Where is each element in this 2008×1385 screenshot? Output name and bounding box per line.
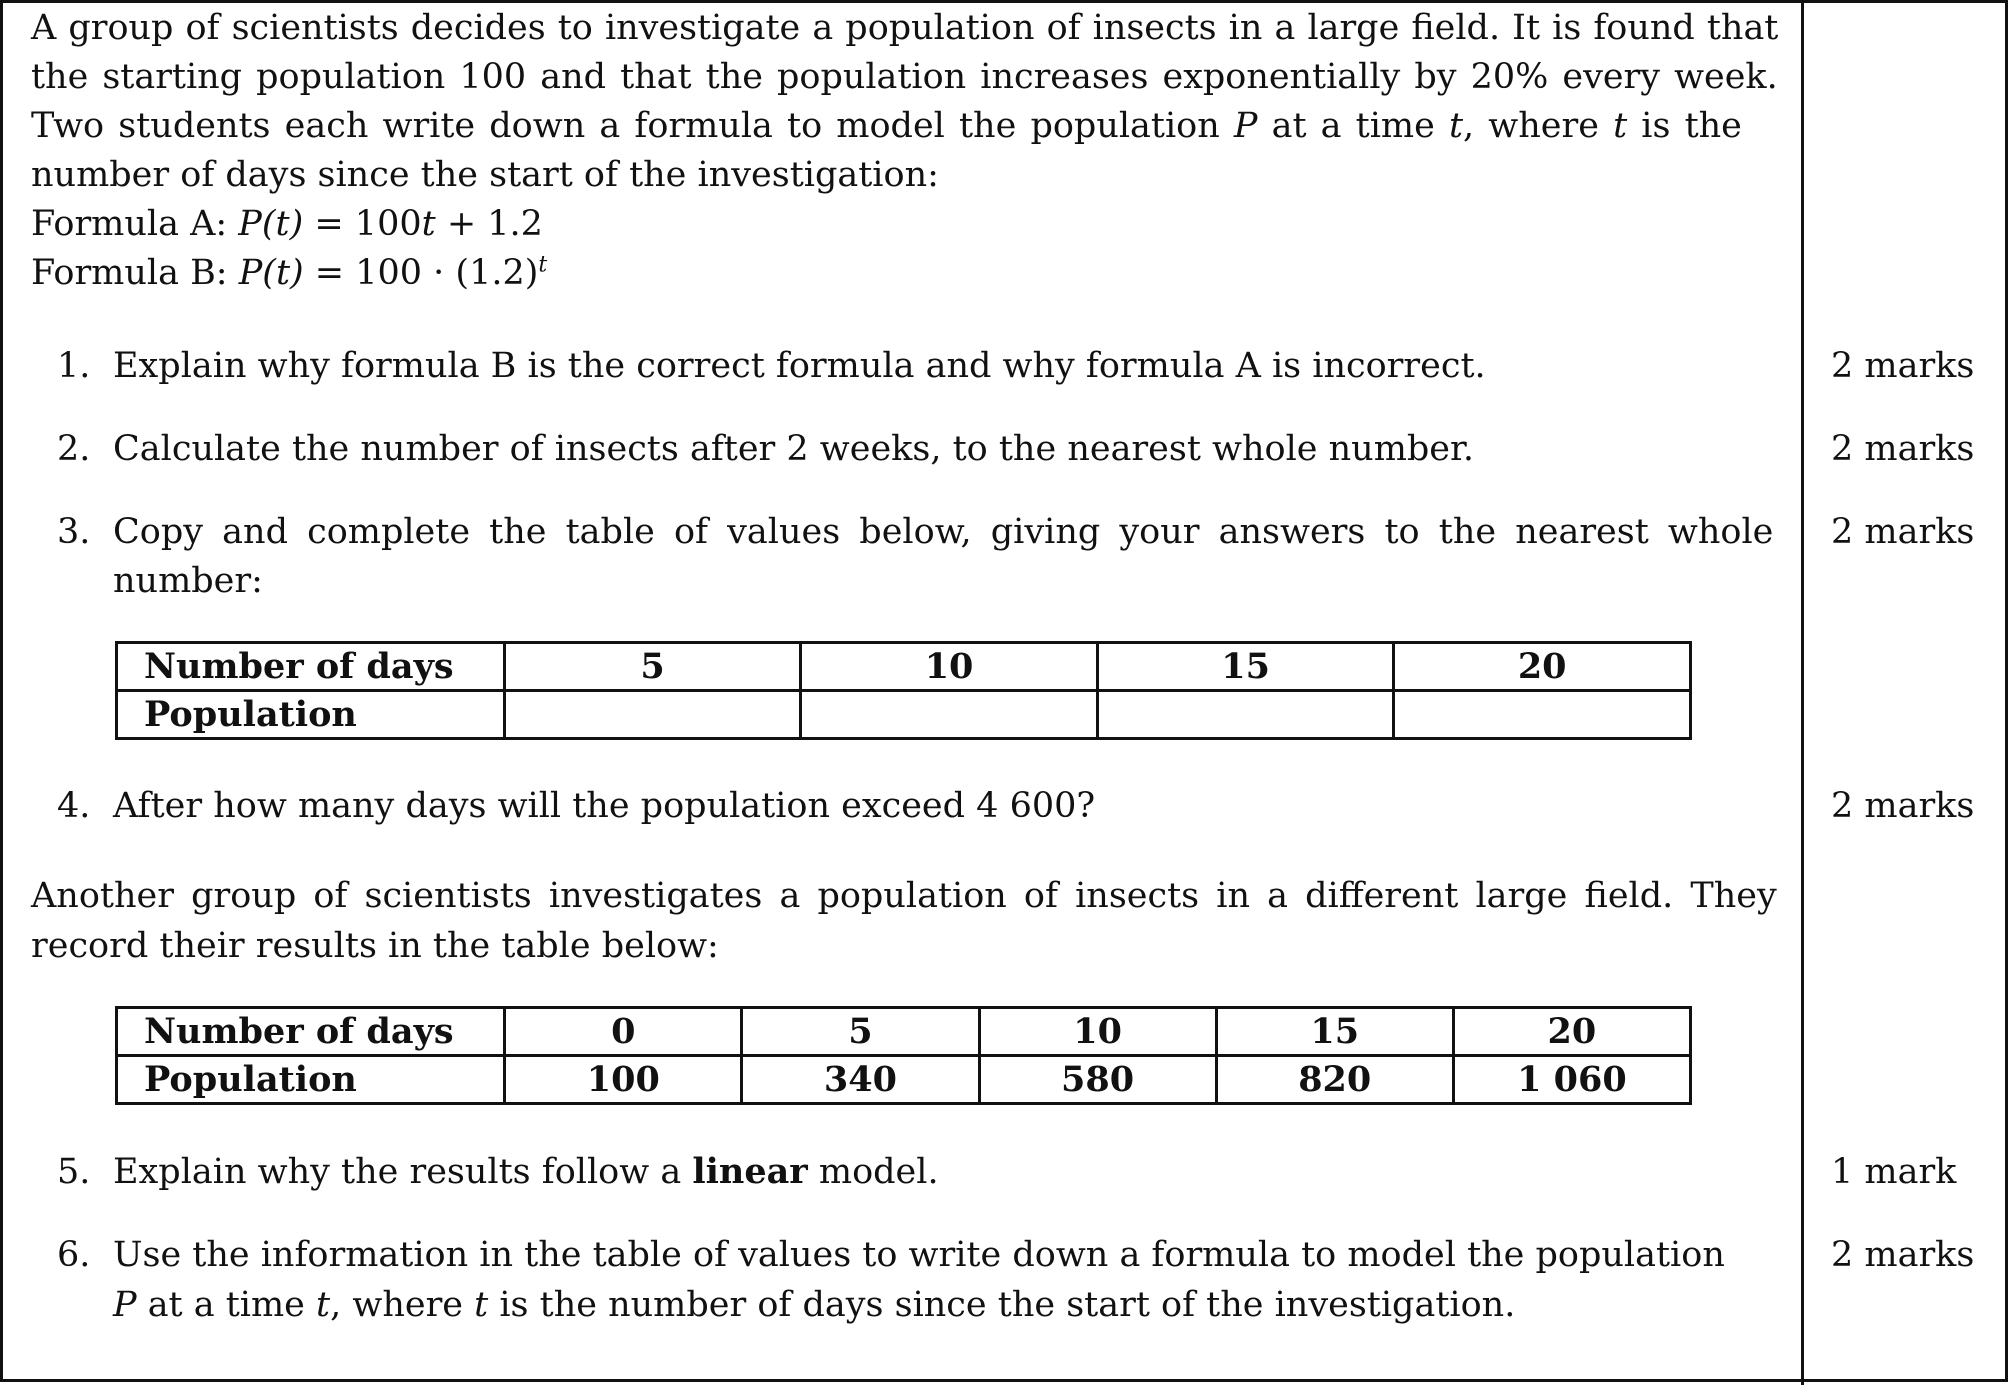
formula-a-lhs: P(t) [238,204,304,244]
question-3-number: 3. [57,512,91,552]
variable-t: t [1448,106,1464,146]
intro-line-3 [31,101,1742,151]
table-cell-days: 5 [742,1008,979,1056]
paragraph-2-line-1: Another group of scientists investigates a population of insects in a different large field. They [31,876,1777,916]
intro-line-3-part: at a time [1257,106,1449,146]
table-cell-population-blank [1394,691,1691,739]
question-2-number: 2. [57,429,91,469]
question-3-marks: 2 marks [1831,512,1975,552]
variable-t: t [1613,106,1628,146]
question-4-marks: 2 marks [1831,786,1975,826]
table-cell-days: 10 [979,1008,1216,1056]
table-cell-days: 5 [504,643,801,691]
question-6-text-line-1: Use the information in the table of values to write down a formula to model the population [113,1235,1725,1275]
question-3-text-line-1: Copy and complete the table of values below, giving your answers to the nearest whole [113,512,1774,552]
question-4-text: After how many days will the population exceed 4 600? [113,786,1096,826]
paragraph-2-line-2: record their results in the table below: [31,926,719,966]
table-cell-days: 15 [1216,1008,1453,1056]
question-2-marks: 2 marks [1831,429,1975,469]
intro-line-4: number of days since the start of the investigation: [31,155,939,195]
intro-line-1: A group of scientists decides to investigate a population of insects in a large field. It is found that [31,8,1779,48]
intro-line-3-part: is the [1627,106,1742,146]
question-1-text: Explain why formula B is the correct formula and why formula A is incorrect. [113,346,1486,386]
table-cell-population-blank [1097,691,1394,739]
formula-a-rhs: = 100 [303,204,422,244]
table-header-population: Population [117,1056,505,1104]
table-cell-population-blank [504,691,801,739]
table-row [117,643,1691,691]
formula-a [31,199,543,249]
marks-column-divider [1801,3,1804,1385]
formula-b-exponent: t [538,252,548,278]
table-cell-days: 0 [505,1008,742,1056]
question-6-text-part: at a time [136,1285,317,1325]
formula-a-label: Formula A: [31,204,239,244]
question-6-number: 6. [57,1235,91,1275]
question-5-text-part: model. [807,1152,939,1192]
formula-b [31,248,547,298]
variable-p: P [1233,106,1258,146]
table-row [117,691,1691,739]
table-row [117,1008,1691,1056]
question-5-number: 5. [57,1152,91,1192]
question-2-text: Calculate the number of insects after 2 weeks, to the nearest whole number. [113,429,1475,469]
table-cell-population: 100 [505,1056,742,1104]
table-cell-days: 20 [1453,1008,1690,1056]
question-5-text [113,1147,939,1197]
table-of-values-blank [115,641,1692,740]
formula-b-label: Formula B: [31,253,239,293]
table-header-population: Population [117,691,505,739]
table-header-days: Number of days [117,1008,505,1056]
question-6-text-line-2 [113,1280,1515,1330]
intro-line-3-part: Two students each write down a formula to model the population [31,106,1234,146]
formula-b-lhs: P(t) [238,253,304,293]
variable-p: P [113,1285,137,1325]
table-cell-days: 15 [1097,643,1394,691]
table-cell-days: 20 [1394,643,1691,691]
table-cell-population-blank [801,691,1098,739]
variable-t: t [316,1285,331,1325]
table-cell-population: 580 [979,1056,1216,1104]
table-cell-population: 340 [742,1056,979,1104]
question-6-text-part: , where [330,1285,475,1325]
variable-t: t [474,1285,489,1325]
intro-line-3-part: , where [1463,106,1614,146]
table-cell-days: 10 [801,643,1098,691]
emphasis-linear: linear [692,1151,808,1192]
variable-t: t [421,204,436,244]
question-5-marks: 1 mark [1831,1152,1957,1192]
question-6-marks: 2 marks [1831,1235,1975,1275]
intro-line-2: the starting population 100 and that the population increases exponentially by 20% every week. [31,57,1778,97]
question-1-marks: 2 marks [1831,346,1975,386]
question-1-number: 1. [57,346,91,386]
table-cell-population: 1 060 [1453,1056,1690,1104]
table-cell-population: 820 [1216,1056,1453,1104]
formula-b-rhs: = 100 · (1.2) [303,253,539,293]
question-5-text-part: Explain why the results follow a [113,1152,693,1192]
question-3-text-line-2: number: [113,561,263,601]
recorded-results-table [115,1006,1692,1105]
question-4-number: 4. [57,786,91,826]
formula-a-rhs: + 1.2 [435,204,543,244]
question-6-text-part: is the number of days since the start of the investigation. [488,1285,1516,1325]
table-header-days: Number of days [117,643,505,691]
table-row [117,1056,1691,1104]
